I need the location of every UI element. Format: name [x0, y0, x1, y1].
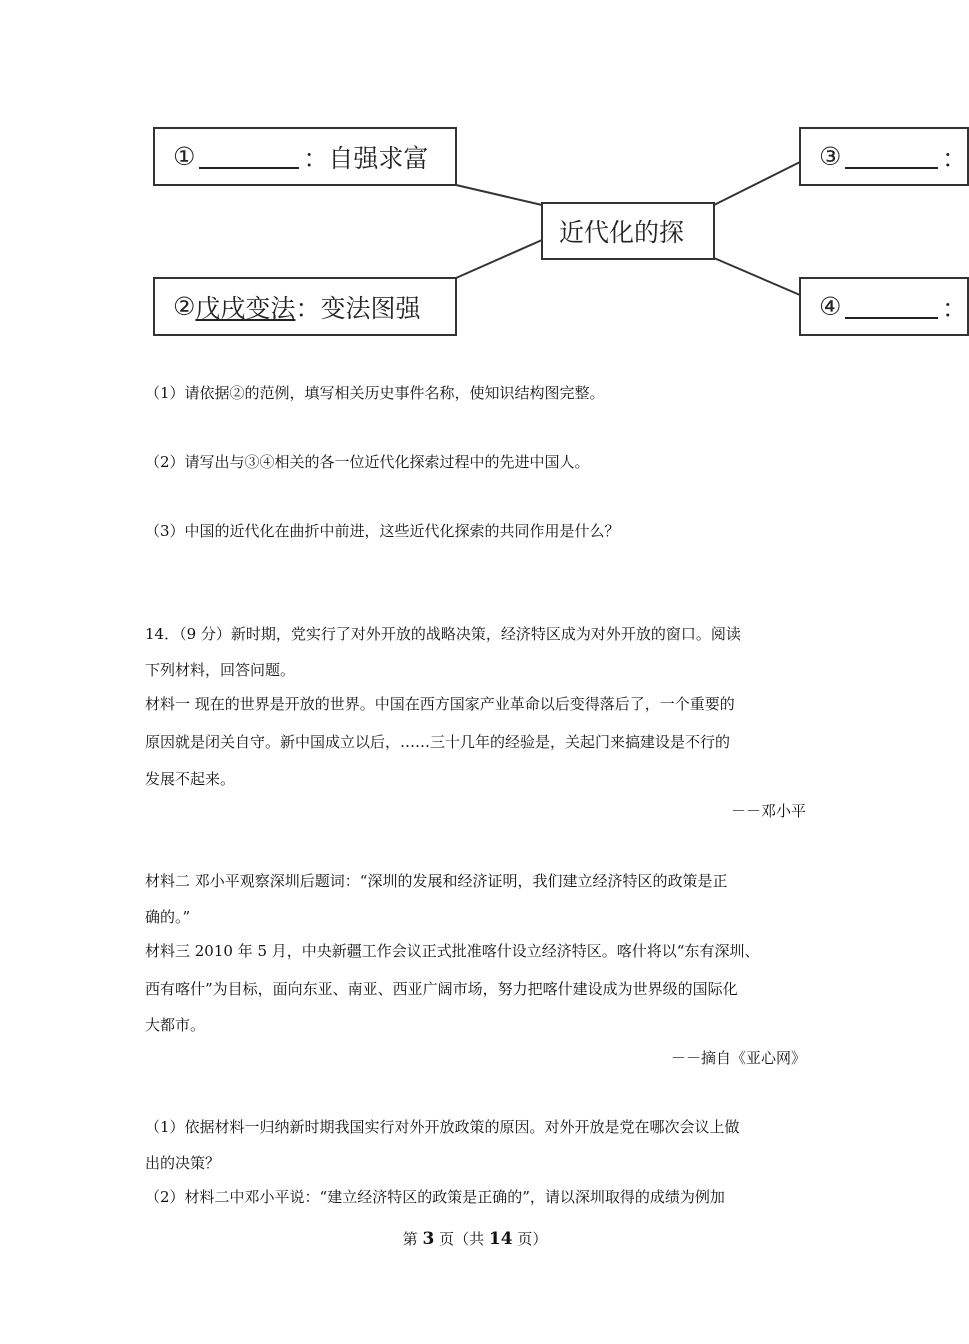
- box3-number: ③: [819, 142, 842, 171]
- box3-blank: [845, 145, 938, 169]
- box2-number: ②: [173, 292, 196, 321]
- box2-event: 戊戌变法: [195, 293, 296, 323]
- box1-blank: [199, 145, 299, 169]
- connector-line-1: [456, 185, 542, 205]
- box3-text: ：: [941, 143, 967, 173]
- q14-line: （2）材料二中邓小平说：“建立经济特区的政策是正确的”，请以深圳取得的成绩为例加: [145, 1188, 725, 1206]
- box1-number: ①: [173, 142, 196, 171]
- footer-post: 页）: [517, 1230, 548, 1248]
- footer-mid: 页（共: [439, 1230, 485, 1248]
- diagram-box-4: [799, 277, 969, 336]
- source-yaxin: －－摘自《亚心网》: [670, 1049, 806, 1067]
- footer-page-number: 3: [422, 1229, 435, 1249]
- box2-text: ：变法图强: [295, 293, 421, 323]
- q13-part3: （3）中国的近代化在曲折中前进，这些近代化探索的共同作用是什么？: [145, 522, 620, 540]
- connector-line-4: [714, 258, 800, 295]
- q14-line: 西有喀什”为目标，面向东亚、南亚、西亚广阔市场，努力把喀什建设成为世界级的国际化: [145, 980, 738, 998]
- q14-line: 发展不起来。: [145, 770, 236, 788]
- q14-line: 确的。”: [145, 908, 191, 926]
- box4-blank: [845, 295, 938, 319]
- connector-line-2: [456, 240, 542, 278]
- diagram-box-2: [153, 277, 457, 336]
- box4-text: ：: [941, 293, 967, 323]
- box4-number: ④: [819, 292, 842, 321]
- q14-line: 14．（9 分）新时期，党实行了对外开放的战略决策，经济特区成为对外开放的窗口。阅读: [145, 625, 741, 643]
- knowledge-structure-diagram: [0, 110, 967, 350]
- q14-line: 材料三 2010 年 5 月，中央新疆工作会议正式批准喀什设立经济特区。喀什将以“东有深圳、: [145, 942, 760, 960]
- footer-pre: 第: [402, 1230, 418, 1248]
- q14-line: 材料二 邓小平观察深圳后题词：“深圳的发展和经济证明，我们建立经济特区的政策是正: [145, 872, 728, 890]
- diagram-box-3: [799, 127, 969, 186]
- q14-line: 材料一 现在的世界是开放的世界。中国在西方国家产业革命以后变得落后了，一个重要的: [145, 695, 735, 713]
- diagram-box-1: [153, 127, 457, 186]
- source-deng: －－邓小平: [730, 802, 806, 820]
- footer-total-pages: 14: [488, 1229, 513, 1249]
- q13-part2: （2）请写出与③④相关的各一位近代化探索过程中的先进中国人。: [145, 453, 590, 471]
- q14-line: 出的决策？: [145, 1154, 221, 1172]
- center-text: 近代化的探: [559, 218, 685, 247]
- box1-text: ：自强求富: [303, 143, 429, 173]
- q14-line: 原因就是闭关自守。新中国成立以后，……三十几年的经验是，关起门来搞建设是不行的: [145, 733, 731, 751]
- connector-line-3: [714, 162, 800, 205]
- page-footer: [0, 1228, 950, 1249]
- q14-line: 大都市。: [145, 1016, 206, 1034]
- q14-line: （1）依据材料一归纳新时期我国实行对外开放政策的原因。对外开放是党在哪次会议上做: [145, 1118, 740, 1136]
- q13-part1: （1）请依据②的范例，填写相关历史事件名称，使知识结构图完整。: [145, 384, 605, 402]
- diagram-center-box: [541, 202, 715, 260]
- q14-line: 下列材料，回答问题。: [145, 661, 296, 679]
